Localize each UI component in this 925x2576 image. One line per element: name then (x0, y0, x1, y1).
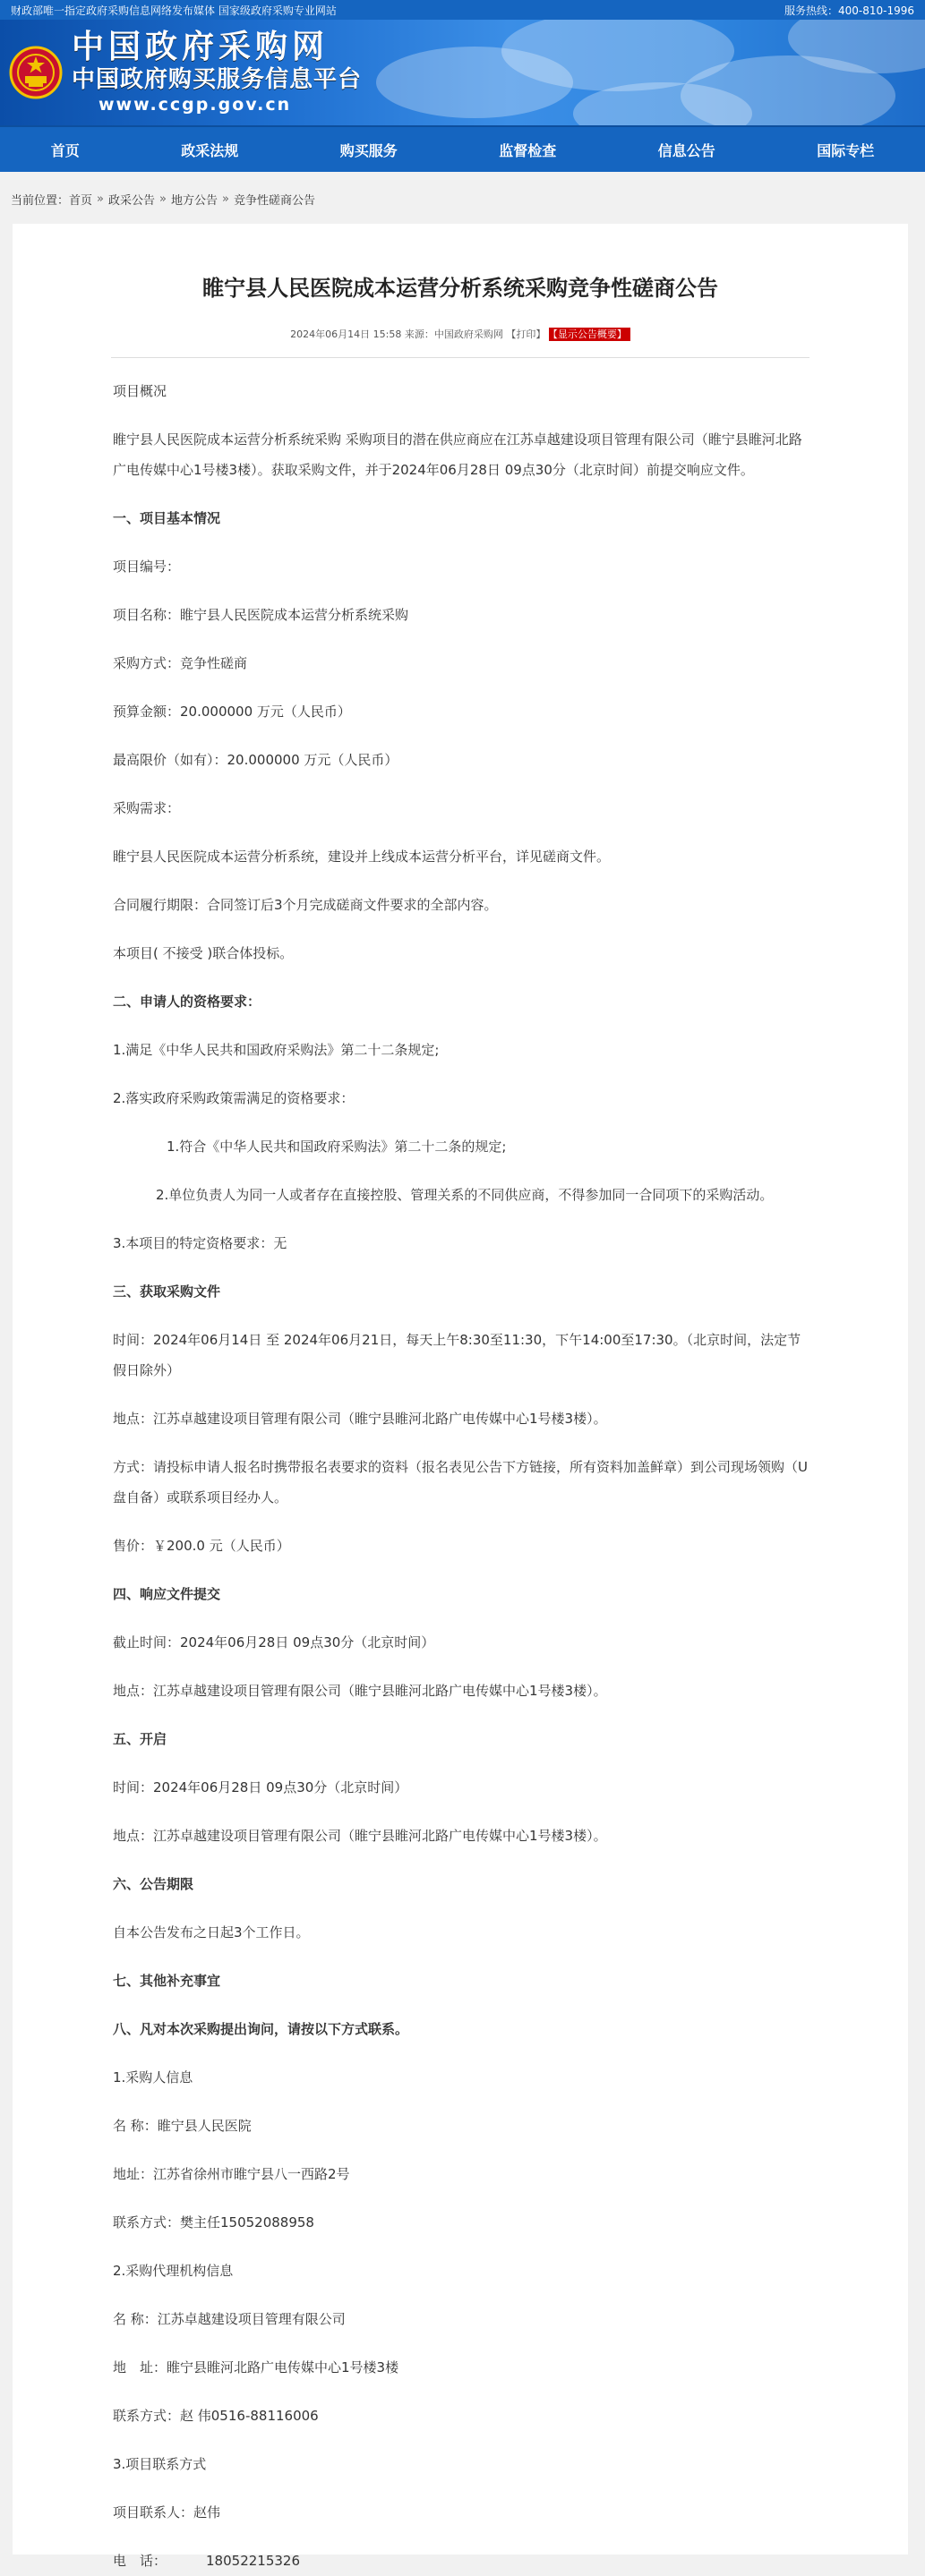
article-paragraph: 项目概况 (113, 383, 167, 399)
article-paragraph: 2.采购代理机构信息 (113, 2263, 234, 2279)
nav-home[interactable]: 首页 (50, 141, 80, 159)
section-heading: 四、响应文件提交 (113, 1586, 221, 1602)
site-logo[interactable] (9, 29, 362, 116)
logo-subtitle: 中国政府购买服务信息平台 (72, 66, 363, 93)
main-nav (0, 125, 925, 172)
section-heading: 七、其他补充事宜 (113, 1973, 221, 1989)
article-paragraph: 2.落实政府采购政策需满足的资格要求： (113, 1090, 355, 1106)
print-link[interactable]: 打印 (516, 328, 536, 340)
logo-url: www.ccgp.gov.cn (98, 95, 292, 115)
article-paragraph: 地点：江苏卓越建设项目管理有限公司（睢宁县睢河北路广电传媒中心1号楼3楼）。 (113, 1683, 607, 1699)
nav-international[interactable]: 国际专栏 (817, 141, 875, 159)
article-paragraph: 睢宁县人民医院成本运营分析系统采购 采购项目的潜在供应商应在江苏卓越建设项目管理有限公司（睢宁县睢河北路广电传媒中心1号楼3楼）。获取采购文件，并于2024年06月28日 09点30分（北京时间）前提交响应文件。 (113, 431, 802, 478)
article-paragraph: 项目名称：睢宁县人民医院成本运营分析系统采购 (113, 607, 409, 623)
article-paragraph: 地 址：睢宁县睢河北路广电传媒中心1号楼3楼 (113, 2359, 399, 2376)
article-paragraph: 售价：￥200.0 元（人民币） (113, 1538, 290, 1554)
breadcrumb-local-notices[interactable]: 地方公告 (170, 193, 218, 208)
article-paragraph: 采购需求： (113, 800, 181, 816)
section-heading: 八、凡对本次采购提出询问，请按以下方式联系。 (113, 2021, 409, 2037)
breadcrumb-consultation-notices[interactable]: 竞争性磋商公告 (233, 193, 315, 208)
publish-info: 2024年06月14日 15:58 来源：中国政府采购网 【 (290, 328, 517, 340)
show-summary-button[interactable]: 【显示公告概要】 (549, 328, 630, 341)
article-paragraph: 名 称：睢宁县人民医院 (113, 2118, 252, 2134)
article-paragraph: 截止时间：2024年06月28日 09点30分（北京时间） (113, 1634, 435, 1651)
article-paragraph: 时间：2024年06月14日 至 2024年06月21日，每天上午8:30至11:30，下午14:00至17:30。（北京时间，法定节假日除外） (113, 1332, 801, 1378)
article-paragraph: 预算金额：20.000000 万元（人民币） (113, 704, 351, 720)
section-heading: 二、申请人的资格要求： (113, 994, 261, 1010)
article-meta (111, 327, 809, 341)
article-paragraph: 时间：2024年06月28日 09点30分（北京时间） (113, 1779, 408, 1796)
article-paragraph: 地址：江苏省徐州市睢宁县八一西路2号 (113, 2166, 350, 2182)
article-paragraph: 名 称：江苏卓越建设项目管理有限公司 (113, 2311, 346, 2327)
top-info-bar (0, 0, 925, 20)
top-slogan: 财政部唯一指定政府采购信息网络发布媒体 国家级政府采购专业网站 (11, 4, 337, 17)
article-body (113, 376, 808, 2546)
nav-regulations[interactable]: 政采法规 (181, 141, 239, 159)
article-paragraph: 地点：江苏卓越建设项目管理有限公司（睢宁县睢河北路广电传媒中心1号楼3楼）。 (113, 1411, 607, 1427)
article-paragraph: 2.单位负责人为同一人或者存在直接控股、管理关系的不同供应商，不得参加同一合同项下的采购活动。 (156, 1187, 774, 1203)
contact-phone (113, 2546, 808, 2576)
phone-label: 电 话： (113, 2553, 167, 2569)
article-paragraph: 合同履行期限：合同签订后3个月完成磋商文件要求的全部内容。 (113, 897, 498, 913)
article-paragraph: 1.满足《中华人民共和国政府采购法》第二十二条规定; (113, 1042, 440, 1058)
breadcrumb-label: 当前位置： (11, 193, 70, 208)
breadcrumb-procurement-notices[interactable]: 政采公告 (108, 193, 156, 208)
article-paragraph: 自本公告发布之日起3个工作日。 (113, 1924, 310, 1941)
service-hotline: 服务热线：400-810-1996 (784, 4, 914, 17)
article-paragraph: 本项目( 不接受 )联合体投标。 (113, 945, 294, 961)
article-paragraph: 采购方式：竞争性磋商 (113, 655, 248, 671)
article-paragraph: 1.采购人信息 (113, 2069, 193, 2086)
article-paragraph: 最高限价（如有）：20.000000 万元（人民币） (113, 752, 398, 768)
nav-supervision[interactable]: 监督检查 (499, 141, 557, 159)
national-emblem-icon (9, 46, 63, 99)
article-paragraph: 联系方式：樊主任15052088958 (113, 2214, 314, 2231)
breadcrumb (0, 181, 925, 217)
article-paragraph: 项目编号： (113, 559, 181, 575)
article-paragraph: 联系方式：赵 伟0516-88116006 (113, 2408, 319, 2424)
section-heading: 六、公告期限 (113, 1876, 194, 1892)
article-paragraph: 3.项目联系方式 (113, 2456, 207, 2472)
breadcrumb-separator: » (222, 192, 229, 206)
article-title: 睢宁县人民医院成本运营分析系统采购竞争性磋商公告 (202, 276, 718, 301)
breadcrumb-separator: » (97, 192, 104, 206)
breadcrumb-home[interactable]: 首页 (69, 193, 93, 208)
section-heading: 五、开启 (113, 1731, 167, 1747)
article-paragraph: 地点：江苏卓越建设项目管理有限公司（睢宁县睢河北路广电传媒中心1号楼3楼）。 (113, 1828, 607, 1844)
logo-title: 中国政府采购网 (72, 29, 330, 65)
article-paragraph: 3.本项目的特定资格要求：无 (113, 1235, 287, 1251)
nav-announcements[interactable]: 信息公告 (657, 141, 715, 159)
section-heading: 一、项目基本情况 (113, 510, 221, 526)
breadcrumb-separator: » (159, 192, 167, 206)
article-header (111, 224, 809, 358)
article-container (13, 224, 908, 2569)
meta-bracket-close: 】 (535, 328, 546, 340)
article-paragraph: 睢宁县人民医院成本运营分析系统，建设并上线成本运营分析平台，详见磋商文件。 (113, 849, 611, 865)
article-paragraph: 方式：请投标申请人报名时携带报名表要求的资料（报名表见公告下方链接，所有资料加盖鲜章）到公司现场领购（U盘自备）或联系项目经办人。 (113, 1459, 808, 1506)
article-paragraph: 项目联系人：赵伟 (113, 2504, 221, 2521)
nav-purchase-services[interactable]: 购买服务 (339, 141, 398, 159)
article-paragraph: 1.符合《中华人民共和国政府采购法》第二十二条的规定; (167, 1139, 507, 1155)
phone-value: 18052215326 (206, 2553, 300, 2569)
section-heading: 三、获取采购文件 (113, 1284, 221, 1300)
site-banner (0, 20, 925, 125)
